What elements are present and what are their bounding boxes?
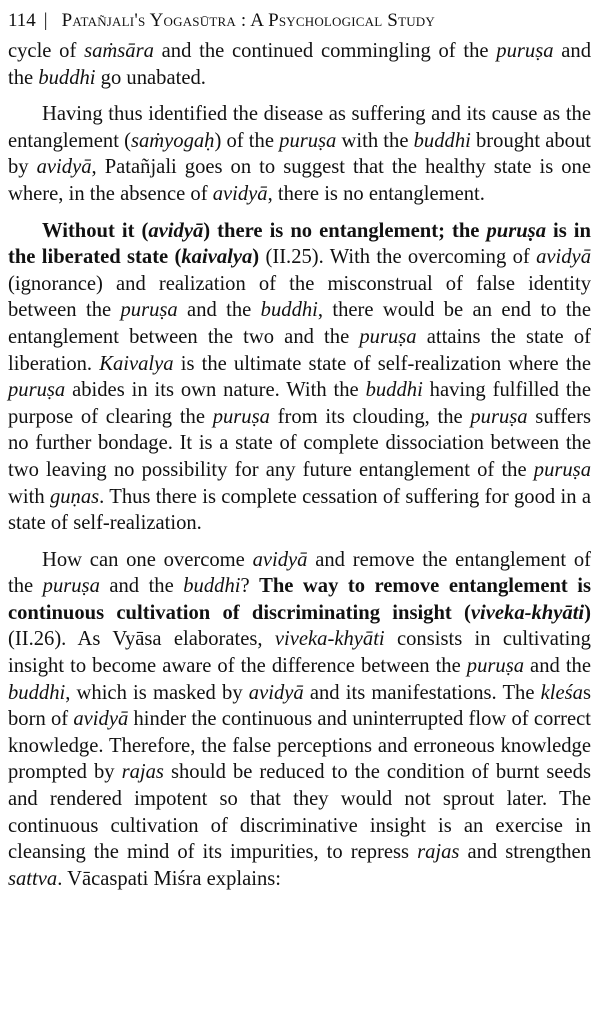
text-run: and remove the entanglement of the: [8, 548, 591, 598]
italic-term: viveka-khyāti: [274, 628, 385, 651]
italic-term: puruṣa: [533, 458, 591, 481]
italic-term: buddhi: [260, 299, 318, 322]
text-run: with: [8, 485, 50, 508]
italic-term: puruṣa: [279, 129, 337, 152]
italic-term: saṁsāra: [84, 40, 154, 62]
text-run: cycle of: [8, 40, 85, 62]
text-run: and strengthen: [459, 841, 591, 864]
text-run: consists in cultivating insight to become aware of the difference between the: [8, 628, 591, 678]
text-run: abides in its own nature. With the: [65, 379, 366, 402]
paragraph: [8, 38, 591, 91]
text-run: , which is masked by: [65, 681, 249, 704]
bold-run: Without it (: [42, 219, 149, 242]
italic-term: avidyā: [252, 548, 308, 571]
italic-term: puruṣa: [212, 405, 270, 428]
text-run: from its clouding, the: [269, 405, 471, 428]
text-run: (ignorance) and realization of the misconstrual of false identity between the: [8, 272, 591, 322]
text-run: , there is no entanglement.: [267, 182, 485, 205]
italic-term: puruṣa: [496, 40, 554, 62]
italic-term: puruṣa: [8, 379, 66, 402]
text-run: and the: [99, 575, 184, 598]
text-run: . Thus there is complete cessation of suffering for good in a state of self-realization.: [8, 485, 591, 535]
text-run: How can one overcome: [42, 548, 253, 571]
bold-run: The way to remove entanglement is continuous cultivation of discriminating insight (: [8, 575, 592, 624]
body-text: [8, 38, 591, 892]
text-run: and the: [8, 40, 591, 89]
italic-term: buddhi: [365, 379, 423, 402]
italic-term: rajas: [121, 761, 164, 784]
paragraph: [8, 101, 591, 207]
text-run: suffers no further bondage. It is a state of complete dissociation between the two leaving no possibility for any future entanglement of the: [8, 405, 591, 481]
bold-run: ): [252, 246, 260, 269]
italic-term: rajas: [417, 841, 460, 864]
italic-term: avidyā: [536, 246, 591, 269]
italic-term: Kaivalya: [99, 352, 174, 375]
text-run: ) of the: [214, 129, 280, 152]
text-run: having fulfilled the purpose of clearing the: [8, 379, 591, 428]
bold-run: is in the liberated state (: [8, 219, 591, 269]
italic-term: puruṣa: [42, 575, 100, 598]
italic-term: buddhi: [8, 681, 66, 704]
bold-run: [471, 602, 584, 624]
text-run: . Vācaspati Miśra explains:: [57, 867, 282, 890]
bold-italic-term: avidyā: [148, 219, 204, 242]
italic-term: kleśa: [540, 681, 583, 704]
text-run: ?: [240, 575, 260, 598]
header-separator: |: [43, 10, 48, 31]
paragraph: [8, 547, 591, 893]
italic-term: buddhi: [183, 575, 241, 598]
bold-italic-term: viveka-khyāti: [470, 601, 585, 624]
text-run: Having thus identified the disease as suffering and its cause as the entanglement (: [8, 103, 591, 152]
text-run: (II.25). With the overcoming of: [259, 246, 537, 269]
bold-italic-term: kaivalya: [181, 246, 253, 269]
text-run: attains the state of liberation.: [8, 325, 591, 375]
text-run: , there would be an end to the entanglement between the two and the: [8, 299, 591, 348]
italic-term: avidyā: [212, 182, 268, 205]
running-head: [8, 8, 591, 38]
italic-term: saṁyogaḥ: [130, 129, 215, 152]
bold-run: [486, 220, 546, 242]
italic-term: guṇas: [49, 485, 100, 508]
bold-run: [181, 246, 252, 268]
text-run: should be reduced to the condition of burnt seeds and rendered impotent so that they would not sprout later. The continuous cultivation of discriminative insight is an exercise in cleansing the mind of its impurities, to repress: [8, 761, 591, 864]
italic-term: buddhi: [413, 129, 471, 152]
text-run: go unabated.: [95, 66, 206, 89]
bold-italic-term: puruṣa: [486, 219, 546, 242]
text-run: is the ultimate state of self-realization where the: [173, 352, 591, 375]
bold-run: ): [584, 601, 591, 624]
italic-term: sattva: [8, 867, 58, 890]
italic-term: puruṣa: [470, 405, 528, 428]
text-run: with the: [336, 129, 414, 152]
paragraph: [8, 218, 591, 537]
italic-term: buddhi: [38, 66, 96, 89]
text-run: and its manifestations. The: [303, 681, 541, 704]
bold-run: [148, 220, 203, 242]
page-number: 114: [8, 10, 36, 31]
italic-term: puruṣa: [359, 325, 417, 348]
text-run: hinder the continuous and uninterrupted flow of correct knowledge. Therefore, the false perceptions and erroneous knowledge prompted by: [8, 708, 592, 784]
italic-term: puruṣa: [466, 655, 525, 678]
italic-term: avidyā: [248, 681, 304, 704]
italic-term: avidyā: [73, 708, 129, 731]
text-run: and the: [524, 655, 591, 678]
text-run: and the: [177, 299, 261, 322]
italic-term: avidyā: [36, 156, 92, 179]
text-run: , Patañjali goes on to suggest that the healthy state is one where, in the absence of: [8, 156, 591, 205]
running-title: Patañjali's Yogasūtra : A Psychological Study: [61, 10, 435, 31]
text-run: brought about by: [8, 129, 591, 179]
text-run: (II.26). As Vyāsa elaborates,: [8, 628, 275, 651]
italic-term: puruṣa: [120, 299, 178, 322]
bold-run: ) there is no entanglement; the: [203, 219, 487, 242]
text-run: s born of: [8, 681, 591, 731]
text-run: and the continued commingling of the: [153, 40, 497, 62]
